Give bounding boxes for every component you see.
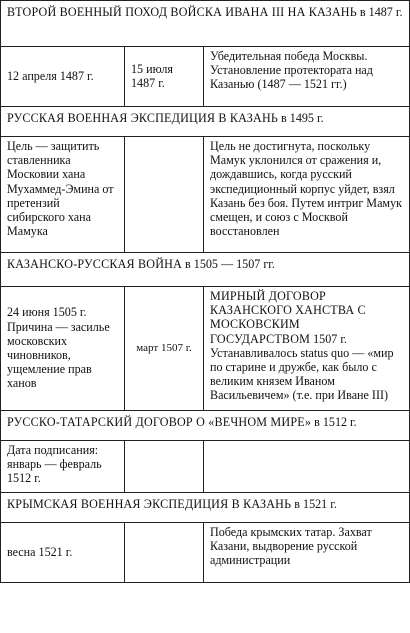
section-year: в 1521 г. [291,497,337,511]
section-title: КАЗАНСКО-РУССКАЯ ВОЙНА [7,257,183,271]
section-header-1512 [1,411,410,441]
goal-cell: Цель — защитить ставленника Московии хана Мухаммед-Эмина от претензий сибирского хана Мамука [1,137,125,253]
section-year: в 1495 г. [278,111,324,125]
end-date-cell: март 1507 г. [125,287,204,411]
empty-cell [125,523,204,583]
start-date-cell: 12 апреля 1487 г. [1,47,125,107]
end-date-cell: 15 июля 1487 г. [125,47,204,107]
section-title: ВТОРОЙ ВОЕННЫЙ ПОХОД ВОЙСКА ИВАНА III НА КАЗАНЬ [7,5,357,19]
section-title-cell [1,253,410,287]
result-cell: Цель не достигнута, поскольку Мамук уклонился от сражения и, дождавшись, когда русский экспедиционный корпус уйдет, взял Казань без боя. Путем интриг Мамук смещен, и союз с Москвой восстановлен [204,137,410,253]
start-cause-cell: 24 июня 1505 г. Причина — засилье московских чиновников, ущемление прав ханов [1,287,125,411]
result-cell: Победа крымских татар. Захват Казани, выдворение русской администрации [204,523,410,583]
section-title: КРЫМСКАЯ ВОЕННАЯ ЭКСПЕДИЦИЯ В КАЗАНЬ [7,497,292,511]
empty-cell [125,137,204,253]
start-date-cell: весна 1521 г. [1,523,125,583]
section-row-1487 [1,47,410,107]
section-row-1505 [1,287,410,411]
section-row-1512 [1,441,410,493]
treaty-title: МИРНЫЙ ДОГОВОР КАЗАНСКОГО ХАНСТВА С МОСКОВСКИМ ГОСУДАРСТВОМ [210,289,366,346]
section-row-1521 [1,523,410,583]
treaty-terms: Устанавливалось status quo — «мир по старине и дружбе, как было с великим князем Иваном Васильевичем» (т.е. при Иване III) [210,345,394,403]
signing-date-cell: Дата подписания: январь — февраль 1512 г. [1,441,125,493]
section-year: в 1512 г. [311,415,357,429]
section-title: РУССКО-ТАТАРСКИЙ ДОГОВОР О «ВЕЧНОМ МИРЕ» [7,415,312,429]
section-row-1495 [1,137,410,253]
treaty-cell [204,287,410,411]
empty-cell [125,441,204,493]
result-cell: Убедительная победа Москвы. Установление протектората над Казанью (1487 — 1521 гг.) [204,47,410,107]
section-year: в 1505 — 1507 гг. [182,257,275,271]
empty-cell [204,441,410,493]
section-title-cell [1,1,410,47]
section-title-cell [1,493,410,523]
section-title: РУССКАЯ ВОЕННАЯ ЭКСПЕДИЦИЯ В КАЗАНЬ [7,111,279,125]
treaty-year: 1507 г. [310,331,347,346]
section-header-1505 [1,253,410,287]
section-year: в 1487 г. [356,5,403,19]
section-header-1487 [1,1,410,47]
section-header-1495 [1,107,410,137]
section-header-1521 [1,493,410,523]
section-title-cell [1,411,410,441]
section-title-cell [1,107,410,137]
